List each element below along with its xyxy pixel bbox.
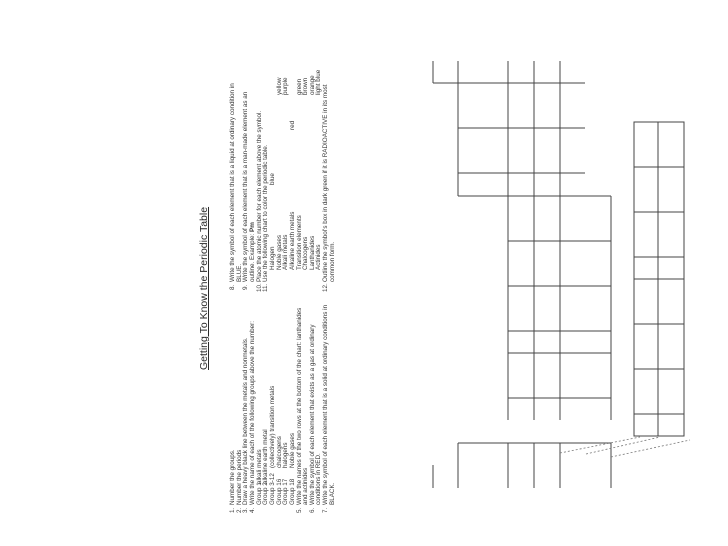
color-chart-category: Halogen: [268, 246, 276, 270]
color-chart-color: brown: [302, 77, 310, 95]
color-chart-color: green: [295, 78, 303, 95]
group-name: alkaline earth metal: [262, 429, 270, 484]
group-label: Group 18: [288, 478, 296, 505]
instruction-text: Write the symbol of each element that is a solid at ordinary conditions in: [322, 304, 330, 505]
color-chart-color: orange: [308, 75, 316, 95]
item-number: 2.: [235, 507, 243, 513]
group-label: Group 3-12: [268, 473, 276, 505]
instruction-text: BLACK.: [328, 482, 336, 505]
color-chart-color: purple: [282, 77, 290, 95]
item-number: 3.: [242, 507, 250, 513]
instruction-text: Write the symbol of each element that is a man-made element as an: [242, 91, 250, 282]
item-number: 9.: [242, 284, 250, 290]
instruction-text: BLUE.: [235, 263, 243, 282]
instruction-text: outline. Example: Pm: [248, 222, 256, 282]
group-label: Group 1: [255, 482, 263, 505]
instruction-text: Draw a heavy black line between the metals and nonmetals.: [242, 337, 250, 505]
instruction-text: Use the following chart to color the periodic table.: [262, 144, 270, 282]
color-chart-category: Alkali metals: [282, 234, 290, 270]
item-number: 12.: [322, 283, 330, 292]
item-number: 8.: [229, 284, 236, 290]
instruction-text: Write the symbol of each element that is a liquid at ordinary condition in: [229, 83, 236, 282]
instruction-text: and actinides: [302, 467, 310, 505]
page-title: Getting To Know the Periodic Table: [198, 206, 210, 370]
item-number: 4.: [248, 507, 256, 513]
item-number: 7.: [322, 507, 330, 513]
color-chart-color: light blue: [315, 69, 323, 95]
color-chart-category: Actinides: [315, 244, 323, 270]
group-label: Group 16: [275, 478, 283, 505]
group-name: alkali metals: [255, 449, 263, 484]
color-chart-category: Chalcogens: [302, 236, 310, 270]
item-number: 5.: [295, 507, 303, 513]
item-number: 1.: [229, 507, 236, 513]
item-number: 11.: [262, 283, 270, 292]
group-label: Group 17: [282, 478, 290, 505]
color-chart-category: Lanthanides: [308, 235, 316, 270]
instruction-text: Outline the symbol's box in dark green if it is RADIOACTIVE in its most: [322, 84, 330, 282]
group-name: chalcogens: [275, 436, 283, 468]
color-chart-color: yellow: [275, 77, 283, 95]
instruction-text: Write the symbol of each element that exists as a gas at ordinary: [308, 324, 316, 505]
item-number: 10.: [255, 283, 263, 292]
group-name: Noble gases: [288, 432, 296, 468]
group-name: (collectively) transition metals: [268, 385, 276, 468]
instruction-text: Write the names of the two rows at the bottom of the chart: lanthanides: [295, 307, 303, 505]
color-chart-category: Transition elements: [295, 215, 303, 270]
item-number: 6.: [308, 507, 316, 513]
instruction-text: Number the periods: [235, 449, 243, 505]
instruction-text: common form.: [328, 241, 336, 282]
color-chart-color: red: [288, 120, 296, 130]
color-chart-category: Noble gases: [275, 234, 283, 270]
group-label: Group 2: [262, 482, 270, 505]
instruction-text: Place the atomic number for each element above the symbol.: [255, 110, 263, 282]
color-chart-color: blue: [268, 173, 276, 185]
group-name: halogens: [282, 442, 290, 468]
instruction-text: conditions in RED.: [315, 453, 323, 505]
instruction-text: Write the name of each of the following groups above the number:: [248, 320, 256, 505]
example-symbol: Pm: [248, 222, 256, 232]
color-chart-category: Alkaline earth metals: [288, 211, 296, 270]
instruction-text: Number the groups.: [229, 449, 236, 505]
